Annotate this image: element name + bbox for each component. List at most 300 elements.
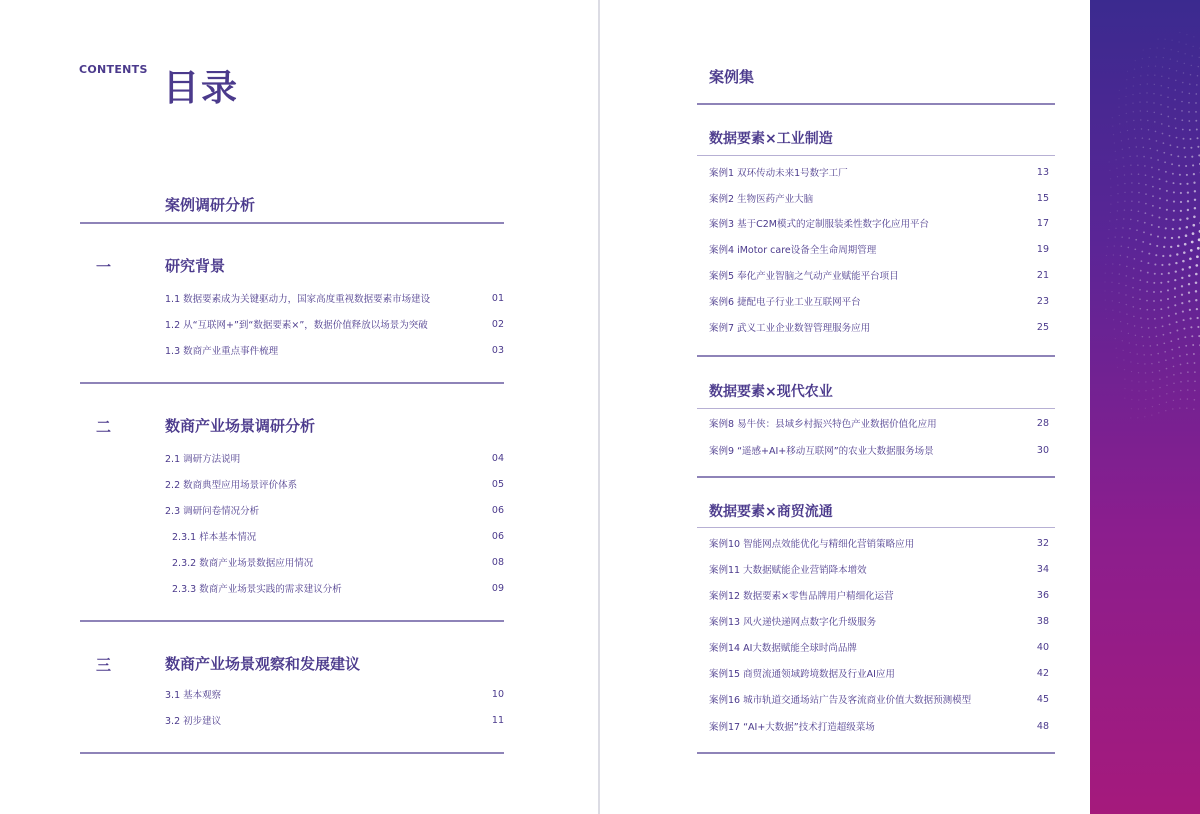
decor-dot [1138, 381, 1139, 382]
chapter-number: 三 [96, 656, 112, 674]
decor-dot [1172, 173, 1174, 175]
decor-dot [1169, 68, 1170, 69]
decor-dot [1174, 118, 1176, 120]
decor-dot [1124, 183, 1125, 184]
decor-dot [1150, 354, 1152, 356]
decor-dot [1142, 336, 1144, 338]
decor-dot [1195, 281, 1198, 284]
decor-dot [1137, 164, 1139, 166]
decor-dot [1154, 75, 1155, 76]
decor-dot [1131, 200, 1133, 202]
decor-dot [1131, 390, 1132, 391]
toc-entry-label: 1.3 数商产业重点事件梳理 [165, 346, 279, 357]
toc-entry[interactable] [172, 529, 504, 543]
decor-dot [1159, 395, 1160, 396]
toc-entry[interactable] [165, 343, 504, 357]
decor-dot [1124, 378, 1125, 379]
toc-entry-label: 2.3.2 数商产业场景数据应用情况 [172, 558, 314, 569]
chapter-number: 二 [96, 418, 112, 436]
divider [80, 620, 504, 622]
decor-dot [1131, 191, 1133, 193]
decor-dot [1131, 399, 1132, 400]
decor-dot [1146, 281, 1148, 283]
decor-dot [1111, 282, 1112, 283]
decor-dot [1137, 363, 1138, 364]
contents-title: 目录 [163, 68, 240, 109]
case-entry[interactable] [709, 242, 1049, 256]
decor-dot [1165, 218, 1167, 220]
toc-entry[interactable] [165, 477, 504, 491]
decor-dot [1139, 289, 1141, 291]
decor-dot [1112, 126, 1113, 127]
decor-dot [1159, 404, 1160, 405]
case-entry[interactable] [709, 268, 1049, 282]
decor-dot [1159, 197, 1161, 199]
decor-dot [1181, 110, 1183, 112]
decor-dot [1171, 49, 1172, 50]
decor-dot [1142, 137, 1144, 139]
decor-dot [1189, 93, 1191, 95]
decor-dot [1117, 367, 1118, 368]
decor-dot [1121, 236, 1123, 238]
decor-dot [1169, 332, 1171, 334]
decor-dot [1105, 309, 1106, 310]
decor-dot [1165, 171, 1167, 173]
case-entry-page: 36 [1036, 589, 1049, 601]
decor-dot [1166, 180, 1168, 182]
decor-dot [1130, 361, 1131, 362]
decor-dot [1157, 235, 1159, 237]
decor-dot [1190, 249, 1193, 252]
decor-dot [1145, 408, 1146, 409]
decor-dot [1154, 112, 1156, 114]
chapter-title: 研究背景 [165, 257, 226, 275]
decor-dot [1197, 247, 1200, 250]
decor-dot [1130, 219, 1132, 221]
decor-dot [1171, 163, 1173, 165]
decor-dot [1154, 318, 1156, 320]
decor-dot [1174, 279, 1176, 281]
decor-dot [1178, 41, 1179, 42]
decor-dot [1187, 371, 1189, 373]
decor-dot [1195, 120, 1197, 122]
decor-dot [1160, 94, 1161, 95]
decor-dot [1186, 183, 1188, 185]
case-entry-label: 案例11 大数据赋能企业营销降本增效 [709, 565, 867, 576]
decor-dot [1149, 138, 1151, 140]
decor-dot [1129, 156, 1130, 157]
decor-dot [1179, 219, 1181, 221]
case-section-title: 数据要素×现代农业 [709, 384, 833, 400]
decor-dot [1180, 364, 1182, 366]
decor-dot [1105, 264, 1106, 265]
decor-dot [1147, 262, 1149, 264]
decor-dot [1149, 57, 1150, 58]
decor-dot [1138, 183, 1140, 185]
decor-dot [1167, 116, 1169, 118]
decor-dot [1157, 159, 1159, 161]
case-entry[interactable] [709, 294, 1049, 308]
divider [80, 222, 504, 224]
decor-dot [1148, 66, 1149, 67]
decor-dot [1142, 241, 1144, 243]
case-entry-page: 21 [1036, 269, 1049, 281]
decor-dot [1124, 200, 1125, 201]
decor-dot [1140, 75, 1141, 76]
decor-dot [1125, 104, 1126, 105]
decor-dot [1180, 210, 1182, 212]
decor-dot [1105, 272, 1106, 273]
decor-dot [1180, 192, 1182, 194]
toc-entry[interactable] [165, 317, 504, 331]
toc-entry-page: 05 [491, 478, 504, 490]
decor-dot [1178, 236, 1180, 238]
decor-dot [1163, 152, 1165, 154]
decor-dot [1167, 106, 1169, 108]
toc-entry-page: 01 [491, 292, 504, 304]
decor-dot [1152, 389, 1153, 390]
decor-dot [1146, 300, 1148, 302]
decor-dot [1110, 195, 1111, 196]
case-entry[interactable] [709, 536, 1049, 550]
decor-dot [1166, 190, 1168, 192]
decor-dot [1110, 203, 1111, 204]
case-entry[interactable] [709, 216, 1049, 230]
decor-dot [1134, 69, 1135, 70]
decor-dot [1160, 282, 1162, 284]
case-entry[interactable] [709, 320, 1049, 334]
case-entry-page: 42 [1036, 667, 1049, 679]
decor-dot [1120, 321, 1121, 322]
decor-dot [1131, 380, 1132, 381]
decor-dot [1191, 241, 1194, 244]
decor-dot [1175, 80, 1176, 81]
dot-pattern-decoration [1090, 0, 1200, 814]
decor-dot [1160, 308, 1162, 310]
decor-dot [1138, 201, 1140, 203]
decor-dot [1117, 184, 1118, 185]
decor-dot [1164, 161, 1166, 163]
decor-dot [1187, 380, 1189, 382]
toc-entry[interactable] [172, 555, 504, 569]
decor-dot [1141, 128, 1142, 129]
decor-dot [1172, 408, 1173, 409]
decor-dot [1125, 285, 1127, 287]
decor-dot [1190, 147, 1192, 149]
case-entry[interactable] [709, 191, 1049, 205]
decor-dot [1113, 254, 1114, 255]
decor-dot [1151, 414, 1152, 415]
decor-dot [1170, 144, 1172, 146]
decor-dot [1188, 111, 1190, 113]
decor-dot [1188, 102, 1190, 104]
decor-dot [1144, 416, 1145, 417]
decor-dot [1127, 256, 1129, 258]
decor-dot [1158, 169, 1160, 171]
case-entry-label: 案例7 武义工业企业数智管理服务应用 [709, 323, 871, 334]
toc-entry-page: 03 [491, 344, 504, 356]
decor-dot [1195, 264, 1198, 267]
decor-dot [1147, 120, 1149, 122]
decor-dot [1173, 383, 1175, 385]
case-entry-page: 15 [1036, 192, 1049, 204]
decor-dot [1119, 273, 1120, 274]
decor-dot [1126, 313, 1127, 314]
decor-dot [1120, 132, 1121, 133]
decor-dot [1133, 120, 1134, 121]
divider [697, 752, 1055, 754]
decor-dot [1170, 58, 1171, 59]
decor-dot [1154, 263, 1156, 265]
decor-dot [1181, 285, 1183, 287]
decor-dot [1120, 255, 1121, 256]
decor-dot [1143, 354, 1144, 355]
toc-entry[interactable] [165, 687, 504, 701]
decor-dot [1152, 397, 1153, 398]
case-entry[interactable] [709, 640, 1049, 654]
decor-dot [1178, 347, 1180, 349]
decor-dot [1131, 209, 1133, 211]
toc-entry-label: 2.3.1 样本基本情况 [172, 532, 257, 543]
decor-dot [1155, 254, 1157, 256]
decor-dot [1156, 245, 1158, 247]
case-entry-page: 17 [1036, 217, 1049, 229]
decor-dot [1121, 331, 1122, 332]
decor-dot [1152, 186, 1154, 188]
decor-dot [1123, 359, 1124, 360]
decor-dot [1176, 321, 1178, 323]
decor-dot [1119, 311, 1120, 312]
case-entry-label: 案例2 生物医药产业大脑 [709, 194, 814, 205]
decor-dot [1108, 238, 1109, 239]
decor-dot [1148, 327, 1150, 329]
case-collection-title: 案例集 [709, 68, 755, 86]
decor-dot [1192, 164, 1194, 166]
case-entry[interactable] [709, 443, 1049, 457]
toc-entry-label: 1.1 数据要素成为关键驱动力，国家高度重视数据要素市场建设 [165, 294, 431, 305]
decor-dot [1188, 300, 1190, 302]
decor-dot [1178, 165, 1180, 167]
decor-dot [1175, 262, 1177, 264]
decor-dot [1135, 335, 1136, 336]
decor-dot [1125, 294, 1126, 295]
case-entry[interactable] [709, 562, 1049, 576]
decor-dot [1188, 292, 1190, 294]
decor-dot [1164, 351, 1166, 353]
decor-dot [1149, 243, 1151, 245]
case-entry[interactable] [709, 666, 1049, 680]
decor-dot [1169, 135, 1171, 137]
decor-dot [1188, 274, 1190, 276]
decor-dot [1163, 246, 1165, 248]
decor-dot [1152, 195, 1154, 197]
decor-dot [1180, 372, 1182, 374]
divider [80, 752, 504, 754]
decor-dot [1169, 255, 1171, 257]
decor-dot [1132, 277, 1134, 279]
decor-dot [1118, 283, 1119, 284]
decor-dot [1163, 57, 1164, 58]
divider [697, 408, 1055, 409]
decor-dot [1181, 119, 1183, 121]
decor-dot [1165, 227, 1167, 229]
decor-dot [1181, 302, 1183, 304]
decor-dot [1126, 275, 1128, 277]
decor-dot [1195, 111, 1197, 113]
decor-dot [1119, 115, 1120, 116]
decor-dot [1121, 140, 1122, 141]
decor-dot [1140, 119, 1141, 120]
decor-dot [1161, 85, 1162, 86]
decor-dot [1115, 159, 1116, 160]
toc-entry[interactable] [165, 503, 504, 517]
decor-dot [1113, 134, 1114, 135]
toc-entry-page: 09 [491, 582, 504, 594]
decor-dot [1104, 281, 1105, 282]
toc-entry-label: 2.3 调研问卷情况分析 [165, 506, 260, 517]
toc-entry[interactable] [165, 291, 504, 305]
case-entry[interactable] [709, 165, 1049, 179]
decor-dot [1168, 77, 1169, 78]
decor-dot [1153, 291, 1155, 293]
decor-dot [1161, 76, 1162, 77]
decor-dot [1174, 287, 1176, 289]
decor-dot [1195, 273, 1198, 276]
decor-dot [1183, 147, 1185, 149]
decor-dot [1110, 187, 1111, 188]
decor-dot [1128, 247, 1130, 249]
decor-dot [1143, 231, 1145, 233]
decor-dot [1152, 380, 1153, 381]
decor-dot [1147, 83, 1148, 84]
decor-dot [1190, 318, 1192, 320]
decor-dot [1132, 287, 1134, 289]
decor-dot [1165, 39, 1166, 40]
case-entry[interactable] [709, 416, 1049, 430]
decor-dot [1133, 268, 1135, 270]
decor-dot [1137, 353, 1138, 354]
decor-dot [1184, 63, 1185, 64]
decor-dot [1174, 99, 1176, 101]
decor-dot [1144, 363, 1145, 364]
decor-dot [1133, 85, 1134, 86]
decor-dot [1160, 291, 1162, 293]
decorative-gradient-strip [1090, 0, 1200, 814]
decor-dot [1123, 166, 1124, 167]
decor-dot [1153, 309, 1155, 311]
decor-dot [1175, 270, 1177, 272]
decor-dot [1124, 369, 1125, 370]
decor-dot [1135, 60, 1136, 61]
case-entry-label: 案例9 “遥感+AI+移动互联网”的农业大数据服务场景 [709, 446, 934, 457]
decor-dot [1107, 246, 1108, 247]
decor-dot [1168, 272, 1170, 274]
decor-dot [1165, 410, 1166, 411]
decor-dot [1153, 102, 1154, 103]
decor-dot [1146, 92, 1147, 93]
decor-dot [1130, 417, 1131, 418]
decor-dot [1169, 323, 1171, 325]
decor-dot [1174, 296, 1176, 298]
case-entry-label: 案例17 “AI+大数据”技术打造超级菜场 [709, 722, 875, 733]
decor-dot [1164, 237, 1166, 239]
decor-dot [1121, 246, 1122, 247]
decor-dot [1119, 90, 1120, 91]
decor-dot [1127, 323, 1128, 324]
case-entry[interactable] [709, 719, 1049, 733]
case-entry-page: 38 [1036, 615, 1049, 627]
case-entry[interactable] [709, 588, 1049, 602]
decor-dot [1154, 84, 1155, 85]
decor-dot [1147, 74, 1148, 75]
decor-dot [1167, 289, 1169, 291]
decor-dot [1156, 56, 1157, 57]
decor-dot [1194, 399, 1196, 401]
decor-dot [1150, 48, 1151, 49]
decor-dot [1145, 184, 1147, 186]
decor-dot [1153, 300, 1155, 302]
decor-dot [1117, 193, 1118, 194]
decor-dot [1183, 138, 1185, 140]
decor-dot [1182, 311, 1184, 313]
toc-entry[interactable] [172, 581, 504, 595]
decor-dot [1176, 330, 1178, 332]
decor-dot [1179, 355, 1181, 357]
case-entry-page: 25 [1036, 321, 1049, 333]
decor-dot [1166, 199, 1168, 201]
case-entry-page: 32 [1036, 537, 1049, 549]
toc-entry-label: 2.2 数商典型应用场景评价体系 [165, 480, 298, 491]
decor-dot [1179, 174, 1181, 176]
decor-dot [1128, 237, 1130, 239]
decor-dot [1162, 325, 1164, 327]
decor-dot [1114, 245, 1115, 246]
decor-dot [1195, 102, 1197, 104]
decor-dot [1196, 129, 1198, 131]
decor-dot [1109, 220, 1110, 221]
toc-entry[interactable] [165, 713, 504, 727]
decor-dot [1116, 348, 1117, 349]
decor-dot [1186, 226, 1189, 229]
toc-entry-label: 3.2 初步建议 [165, 716, 222, 727]
decor-dot [1171, 349, 1173, 351]
case-entry[interactable] [709, 692, 1049, 706]
decor-dot [1189, 266, 1192, 269]
decor-dot [1172, 228, 1174, 230]
decor-dot [1105, 300, 1106, 301]
case-entry[interactable] [709, 614, 1049, 628]
decor-dot [1177, 245, 1180, 248]
decor-dot [1166, 209, 1168, 211]
decor-dot [1118, 98, 1119, 99]
decor-dot [1183, 328, 1185, 330]
toc-entry[interactable] [165, 451, 504, 465]
chapter-title: 数商产业场景观察和发展建议 [165, 655, 361, 673]
decor-dot [1159, 387, 1160, 388]
decor-dot [1144, 222, 1146, 224]
decor-dot [1116, 219, 1117, 220]
decor-dot [1196, 308, 1198, 310]
decor-dot [1176, 253, 1178, 255]
decor-dot [1122, 157, 1123, 158]
case-entry-page: 30 [1036, 444, 1049, 456]
decor-dot [1152, 176, 1154, 178]
decor-dot [1179, 227, 1181, 229]
decor-dot [1192, 55, 1193, 56]
decor-dot [1118, 106, 1119, 107]
case-entry-page: 40 [1036, 641, 1049, 653]
decor-dot [1194, 390, 1196, 392]
